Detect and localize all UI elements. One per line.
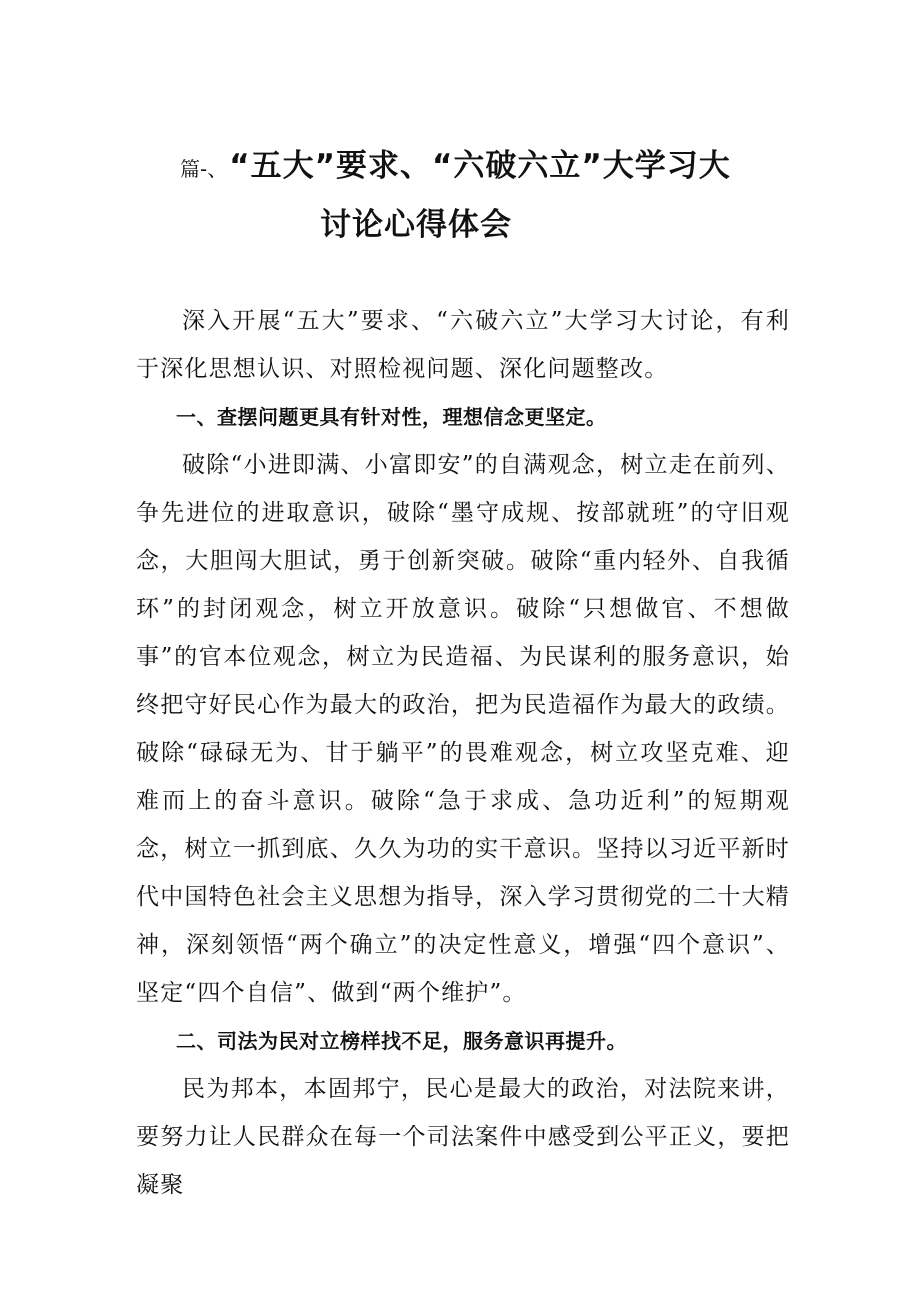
title-line-1: “五大”要求、“六破六立”大学习大 — [229, 148, 731, 184]
intro-paragraph: 深入开展“五大”要求、“六破六立”大学习大讨论，有利于深化思想认识、对照检视问题、深化问题整改。 — [136, 308, 790, 382]
section-2-heading: 二、司法为民对立榜样找不足，服务意识再提升。 — [176, 1029, 627, 1053]
title-line-2: 讨论心得体会 — [320, 207, 512, 243]
title-prefix: 篇-、 — [180, 157, 228, 181]
section-2-paragraph: 民为邦本，本固邦宁，民心是最大的政治，对法院来讲，要努力让人民群众在每一个司法案件中感受到公平正义，要把凝聚 — [136, 1076, 790, 1198]
document-title — [180, 138, 840, 253]
document-body — [136, 297, 790, 1209]
section-1-paragraph: 破除“小进即满、小富即安”的自满观念，树立走在前列、争先进位的进取意识，破除“墨守成规、按部就班”的守旧观念，大胆闯大胆试，勇于创新突破。破除“重内轻外、自我循环”的封闭观念，树立开放意识。破除“只想做官、不想做事”的官本位观念，树立为民造福、为民谋利的服务意识，始终把守好民心作为最大的政治，把为民造福作为最大的政绩。破除“碌碌无为、甘于躺平”的畏难观念，树立攻坚克难、迎难而上的奋斗意识。破除“急于求成、急功近利”的短期观念，树立一抓到底、久久为功的实干意识。坚持以习近平新时代中国特色社会主义思想为指导，深入学习贯彻党的二十大精神，深刻领悟“两个确立”的决定性意义，增强“四个意识”、坚定“四个自信”、做到“两个维护”。 — [136, 452, 790, 1006]
section-1-heading: 一、查摆问题更具有针对性，理想信念更坚定。 — [176, 405, 607, 429]
